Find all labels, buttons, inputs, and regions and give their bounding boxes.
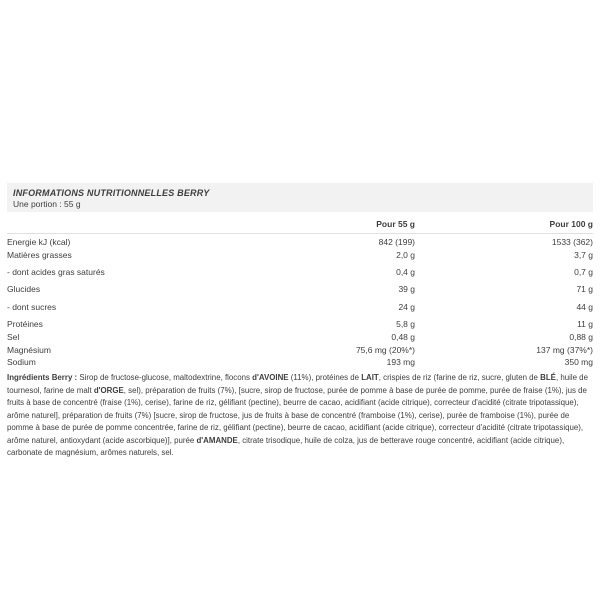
value-per-55g: 193 mg: [386, 357, 415, 368]
nutrition-panel: [7, 183, 593, 460]
row-label: Matières grasses: [7, 249, 72, 260]
value-per-100g: 44 g: [576, 301, 593, 312]
nutrition-title: INFORMATIONS NUTRITIONNELLES BERRY: [13, 188, 210, 198]
value-per-100g: 3,7 g: [574, 249, 593, 260]
row-label: Magnésium: [7, 344, 51, 355]
table-row: [7, 356, 593, 369]
value-per-100g: 71 g: [576, 284, 593, 295]
table-row: [7, 318, 593, 331]
table-row: [7, 266, 593, 279]
nutrition-header: [7, 183, 593, 212]
nutrition-table: [7, 234, 593, 369]
row-label: - dont acides gras saturés: [7, 267, 105, 278]
table-row: [7, 283, 593, 296]
table-row: [7, 236, 593, 249]
row-label: Energie kJ (kcal): [7, 237, 71, 247]
column-header-per-55g: Pour 55 g: [376, 219, 415, 229]
row-label: Protéines: [7, 318, 43, 329]
value-per-55g: 2,0 g: [396, 249, 415, 260]
value-per-55g: 0,48 g: [391, 331, 415, 342]
value-per-55g: 24 g: [398, 301, 415, 312]
value-per-55g: 842 (199): [378, 237, 415, 247]
value-per-100g: 137 mg (37%*): [536, 344, 593, 355]
table-row: [7, 331, 593, 344]
value-per-100g: 350 mg: [564, 357, 593, 368]
value-per-55g: 75,6 mg (20%*): [355, 344, 415, 355]
value-per-100g: 1533 (362): [551, 237, 593, 247]
row-label: Glucides: [7, 284, 41, 295]
row-label: Sodium: [7, 357, 36, 368]
column-header-per-100g: Pour 100 g: [549, 219, 593, 229]
table-row: [7, 301, 593, 314]
portion-size: Une portion : 55 g: [13, 199, 81, 209]
row-label: - dont sucres: [7, 301, 57, 312]
table-row: [7, 344, 593, 357]
value-per-55g: 39 g: [398, 284, 415, 295]
value-per-55g: 5,8 g: [396, 318, 415, 329]
value-per-100g: 11 g: [577, 318, 593, 329]
table-row: [7, 249, 593, 262]
value-per-100g: 0,7 g: [574, 267, 593, 278]
row-label: Sel: [7, 331, 20, 342]
value-per-100g: 0,88 g: [569, 331, 593, 342]
value-per-55g: 0,4 g: [396, 267, 415, 278]
ingredients-paragraph: Ingrédients Berry : Sirop de fructose-glucose, maltodextrine, flocons d'AVOINE (11%), protéines de LAIT, crispies de riz (farine de riz, sucre, gluten de BLÉ, huile de tournesol, farine de malt d'ORGE, sel), préparation de fruits (7%), [sucre, sirop de fructose, purée de pomme à base de purée de pomme, purée de fraise (1%), jus de fruits à base de concentré (fraise (1%), cerise), farine de riz, gélifiant (pectine), beurre de cacao, acidifiant (acide citrique), correcteur d'acidité (citrate tripotassique), arôme naturel], préparation de fruits (7%) [sucre, sirop de fructose, jus de fruits à base de concentré (framboise (1%), cerise), purée de framboise (1%), purée de pomme à base de purée de pomme concentrée, farine de riz, gélifiant (pectine), beurre de cacao, acidifiant (acide citrique), correcteur d'acidité (citrate tripotassique), arôme naturel, antioxydant (acide ascorbique)], purée d'AMANDE, citrate trisodique, huile de colza, jus de betterave rouge concentré, acidifiant (acide citrique), carbonate de magnésium, arômes naturels, sel.: [7, 373, 588, 458]
table-header-row: [7, 216, 593, 234]
